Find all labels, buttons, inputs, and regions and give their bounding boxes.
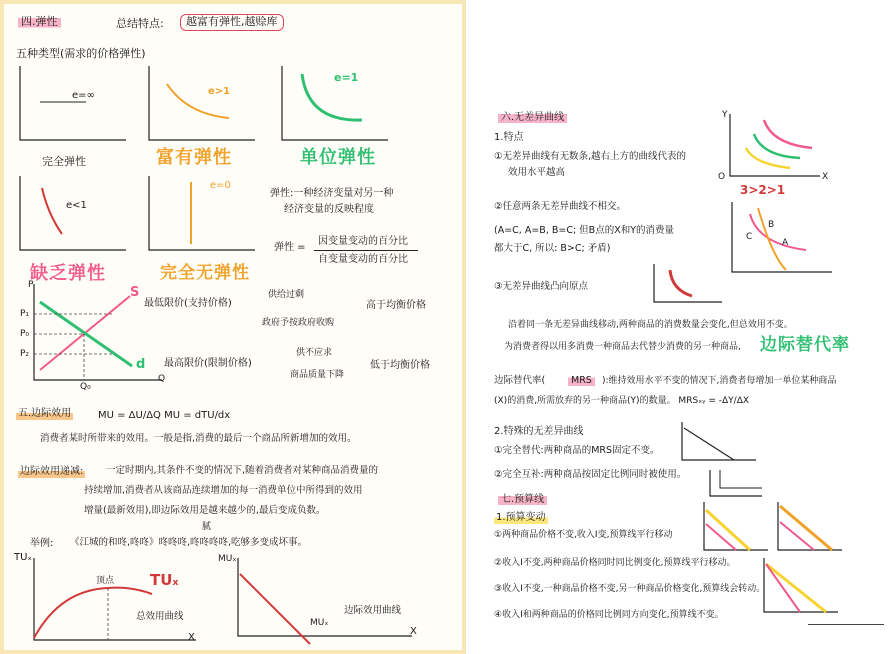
mrs-def-1: ):维持效用水平不变的情况下,消费者每增加一单位某种商品 <box>602 376 837 386</box>
intersect-graph <box>728 200 834 276</box>
elasticity-def-2: 经济变量的反映程度 <box>284 204 374 215</box>
demand-label: d <box>136 357 146 372</box>
label-b: B <box>768 220 775 230</box>
unit-elastic-label: 单位弹性 <box>300 147 376 168</box>
elasticity-denominator: 自变量变动的百分比 <box>318 254 408 265</box>
feature-2c: 都大于C, 所以: B>C; 矛盾) <box>494 243 611 254</box>
floor-reason-2: 政府予按政府收购 <box>262 318 335 328</box>
five-types-title: 五种类型(需求的价格弹性) <box>16 47 146 60</box>
special-title: 2.特殊的无差异曲线 <box>494 426 584 437</box>
ic-origin: O <box>718 172 726 182</box>
mu-x-axis: X <box>410 626 417 637</box>
e-lt1-label: e<1 <box>66 200 87 211</box>
lack-elastic-label: 缺乏弹性 <box>30 263 106 284</box>
label-a: A <box>782 238 789 248</box>
budget-3: ③收入I不变,一种商品价格不变,另一种商品价格变化,预算线会转动。 <box>494 584 766 594</box>
axis-p: P <box>28 280 34 290</box>
graph-rich-elastic <box>147 64 257 144</box>
fraction-bar <box>314 250 418 251</box>
supply-label: S <box>130 285 140 300</box>
example-title: 举例: <box>30 538 54 549</box>
ic-x-axis: X <box>822 172 829 182</box>
e-zero-label: e=0 <box>210 180 231 191</box>
budget-2: ②收入I不变,两种商品价格同时同比例变化,预算线平行移动。 <box>494 558 736 568</box>
e-gt1-label: e>1 <box>208 86 231 97</box>
mu-curve-label: MUₓ <box>310 618 329 628</box>
ceiling-result: 低于均衡价格 <box>370 360 430 371</box>
budget-graph-3 <box>760 556 840 616</box>
mrs-def-2: (X)的消费,所需放弃的另一种商品(Y)的数量。 MRSₓᵧ = -ΔY/ΔX <box>494 396 750 406</box>
page-bottom-rule <box>808 624 884 625</box>
mrs-title-big: 边际替代率 <box>760 335 850 355</box>
diminishing-text-3: 增量(最新效用),即边际效用是越来越少的,最后变成负数。 <box>84 505 326 516</box>
budget-section-title: 七.预算线 <box>498 494 547 506</box>
label-p2: P₂ <box>20 349 30 359</box>
mrs-desc-2: 为消费者得以用多消费一种商品去代替少消费的另一种商品, <box>504 342 741 352</box>
label-p0: P₀ <box>20 329 30 339</box>
mu-formula: MU = ΔU/ΔQ MU = dTU/dx <box>98 410 231 421</box>
mrs-abbr: MRS <box>568 376 595 387</box>
mu-axis-label: MUₓ <box>218 554 237 564</box>
indifference-curves-graph <box>724 112 824 182</box>
rich-elastic-label: 富有弹性 <box>156 147 232 168</box>
diminishing-title: 边际效用递减: <box>20 466 84 477</box>
diminishing-text-2: 持续增加,消费者从该商品连续增加的每一消费单位中所得到的效用 <box>84 485 363 496</box>
tu-curve-label: TUₓ <box>150 571 179 589</box>
elasticity-def-1: 弹性:一种经济变量对另一种 <box>270 188 394 199</box>
graph-perfect-inelastic <box>147 174 257 254</box>
feature-2: ②任意两条无差异曲线不相交。 <box>494 201 627 212</box>
budget-graph-2 <box>774 500 844 554</box>
marginal-utility-graph <box>230 556 416 648</box>
budget-4: ④收入I和两种商品的价格同比例同方向变化,预算线不变。 <box>494 610 724 620</box>
heading-elasticity: 四.弹性 <box>18 16 61 29</box>
price-floor: 最低限价(支持价格) <box>144 298 232 309</box>
tu-x-axis: X <box>188 632 195 643</box>
feature-3: ③无差异曲线凸向原点 <box>494 281 589 292</box>
ceiling-reason-1: 供不应求 <box>296 348 333 358</box>
e-inf-label: e=∞ <box>72 90 95 101</box>
feature-1a: ①无差异曲线有无数条,越右上方的曲线代表的 <box>494 151 687 162</box>
budget-change-title: 1.预算变动 <box>496 512 546 523</box>
feature-2b: (A=C, A=B, B=C; 但B点的X和Y的消费量 <box>494 225 675 236</box>
elasticity-numerator: 因变量变动的百分比 <box>318 236 408 247</box>
budget-graph-1 <box>700 500 770 554</box>
price-ceiling: 最高限价(限制价格) <box>164 358 252 369</box>
summary-label: 总结特点: <box>116 17 164 30</box>
perfect-complements-graph <box>704 468 764 500</box>
graph-lack-elastic <box>18 174 128 254</box>
label-q0: Q₀ <box>80 382 91 392</box>
total-utility-curve-label: 总效用曲线 <box>136 611 184 622</box>
total-utility-graph <box>20 554 198 646</box>
floor-reason-1: 供给过剩 <box>268 290 305 300</box>
perfect-substitutes-graph <box>678 420 758 464</box>
marginal-utility-curve-label: 边际效用曲线 <box>344 605 402 616</box>
feature-1b: 效用水平越高 <box>508 167 566 178</box>
budget-1: ①两种商品价格不变,收入I变,预算线平行移动 <box>494 530 673 540</box>
convex-curve-graph <box>648 262 724 308</box>
curves-ordering: 3>2>1 <box>740 183 786 197</box>
mu-description: 消费者某时所带来的效用。一般是指,消费的最后一个商品所新增加的效用。 <box>40 433 357 444</box>
special-1: ①完全替代:两种商品的MRS固定不变。 <box>494 445 660 456</box>
label-c: C <box>746 232 753 242</box>
marginal-utility-title: 五.边际效用 <box>18 408 72 419</box>
label-p1: P₁ <box>20 309 30 319</box>
example-word: 腻 <box>202 522 212 532</box>
ic-y-axis: Y <box>722 110 728 120</box>
special-2: ②完全互补:两种商品按固定比例同时被使用。 <box>494 469 687 480</box>
ceiling-reason-2: 商品质量下降 <box>290 370 345 380</box>
floor-result: 高于均衡价格 <box>366 300 426 311</box>
mrs-desc-1: 沿着同一条无差异曲线移动,两种商品的消费数量会变化,但总效用不变。 <box>508 320 793 330</box>
perfect-inelastic-label: 完全无弹性 <box>160 263 250 283</box>
features-title: 1.特点 <box>494 132 524 143</box>
mrs-def-lead: 边际替代率( <box>494 375 546 386</box>
elasticity-formula-lead: 弹性 = <box>274 242 306 253</box>
indifference-section-title: 六.无差异曲线 <box>498 112 567 124</box>
summary-value: 越富有弹性,越赊库 <box>180 14 284 31</box>
right-note-page <box>478 0 890 654</box>
tu-peak-label: 顶点 <box>96 576 115 586</box>
tu-axis-label: TUₓ <box>14 552 32 563</box>
graph-perfect-elastic <box>18 64 128 144</box>
axis-q: Q <box>158 374 166 384</box>
e-eq1-label: e=1 <box>334 71 359 84</box>
example-text: 《江城的和咚,咚咚》咚咚咚,咚咚咚咚,吃够多变成坏事。 <box>70 537 308 548</box>
perfect-elastic-label: 完全弹性 <box>42 155 86 168</box>
diminishing-text-1: 一定时期内,其条件不变的情况下,随着消费者对某种商品消费量的 <box>106 465 379 476</box>
